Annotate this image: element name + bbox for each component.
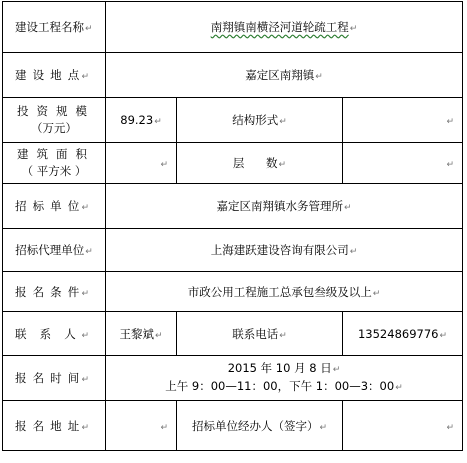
paragraph-mark-icon: ↵ — [81, 72, 89, 82]
paragraph-mark-icon: ↵ — [81, 422, 89, 433]
value-agency: 上海建跃建设咨询有限公司↵ — [106, 229, 463, 272]
paragraph-mark-icon: ↵ — [446, 160, 454, 170]
reg-date: 2015 年 10 月 8 日↵ — [227, 361, 341, 375]
label-reg-place: 报 名 地 址↵ — [3, 401, 106, 451]
row-tender-unit — [3, 184, 463, 229]
label-area: 建 筑 面 积 （ 平方米 ） — [3, 143, 106, 184]
row-contact — [3, 312, 463, 356]
paragraph-mark-icon: ↵ — [160, 160, 168, 170]
value-handler — [343, 401, 463, 451]
value-reg-place — [106, 401, 177, 451]
row-reg-place — [3, 401, 463, 451]
label-phone: 联系电话↵ — [177, 312, 343, 356]
row-investment — [3, 98, 463, 143]
label-tender-unit: 招 标 单 位↵ — [3, 184, 106, 229]
paragraph-mark-icon: ↵ — [85, 247, 93, 257]
value-investment: 89.23↵ — [106, 98, 177, 143]
paragraph-mark-icon: ↵ — [319, 422, 328, 433]
value-conditions: 市政公用工程施工总承包叁级及以上↵ — [106, 272, 463, 312]
reg-hours: 上午 9：00—11：00，下午 1：00—3：00↵ — [165, 379, 403, 393]
label-reg-time: 报 名 时 间↵ — [3, 356, 106, 401]
paragraph-mark-icon: ↵ — [81, 330, 89, 341]
value-project-name: 南翔镇南横泾河道轮疏工程↵ — [106, 2, 463, 53]
value-phone: 13524869776↵ — [343, 312, 463, 356]
label-project-name: 建设工程名称↵ — [3, 2, 106, 53]
label-handler: 招标单位经办人（签字）↵ — [177, 401, 343, 451]
paragraph-mark-icon: ↵ — [278, 160, 287, 170]
paragraph-mark-icon: ↵ — [349, 24, 358, 34]
paragraph-mark-icon: ↵ — [85, 24, 93, 34]
paragraph-mark-icon: ↵ — [372, 288, 381, 299]
paragraph-mark-icon: ↵ — [154, 117, 162, 127]
paragraph-mark-icon: ↵ — [439, 330, 448, 341]
paragraph-mark-icon: ↵ — [446, 422, 454, 433]
row-conditions — [3, 272, 463, 312]
value-floors — [343, 143, 463, 184]
label-contact: 联 系 人↵ — [3, 312, 106, 356]
paragraph-mark-icon: ↵ — [81, 288, 89, 299]
paragraph-mark-icon: ↵ — [446, 117, 454, 127]
paragraph-mark-icon: ↵ — [332, 365, 341, 375]
paragraph-mark-icon: ↵ — [349, 247, 358, 257]
label-structure: 结构形式↵ — [177, 98, 343, 143]
row-location — [3, 53, 463, 98]
value-location: 嘉定区南翔镇↵ — [106, 53, 463, 98]
value-structure — [343, 98, 463, 143]
row-agency — [3, 229, 463, 272]
tender-registration-table — [2, 1, 463, 451]
paragraph-mark-icon: ↵ — [315, 72, 323, 82]
paragraph-mark-icon: ↵ — [154, 330, 163, 341]
row-reg-time — [3, 356, 463, 401]
value-contact: 王黎斌↵ — [106, 312, 177, 356]
value-area — [106, 143, 177, 184]
paragraph-mark-icon: ↵ — [81, 203, 89, 213]
value-reg-time — [106, 356, 463, 401]
paragraph-mark-icon: ↵ — [343, 203, 352, 213]
label-floors: 层 数↵ — [177, 143, 343, 184]
paragraph-mark-icon: ↵ — [279, 117, 287, 127]
paragraph-mark-icon: ↵ — [279, 330, 287, 341]
paragraph-mark-icon: ↵ — [395, 383, 403, 393]
row-area — [3, 143, 463, 184]
label-agency: 招标代理单位↵ — [3, 229, 106, 272]
paragraph-mark-icon: ↵ — [160, 422, 168, 433]
paragraph-mark-icon: ↵ — [81, 375, 89, 385]
label-conditions: 报 名 条 件↵ — [3, 272, 106, 312]
row-project-name — [3, 2, 463, 53]
value-tender-unit: 嘉定区南翔镇水务管理所↵ — [106, 184, 463, 229]
label-location: 建 设 地 点↵ — [3, 53, 106, 98]
label-investment: 投 资 规 模 （万元） — [3, 98, 106, 143]
